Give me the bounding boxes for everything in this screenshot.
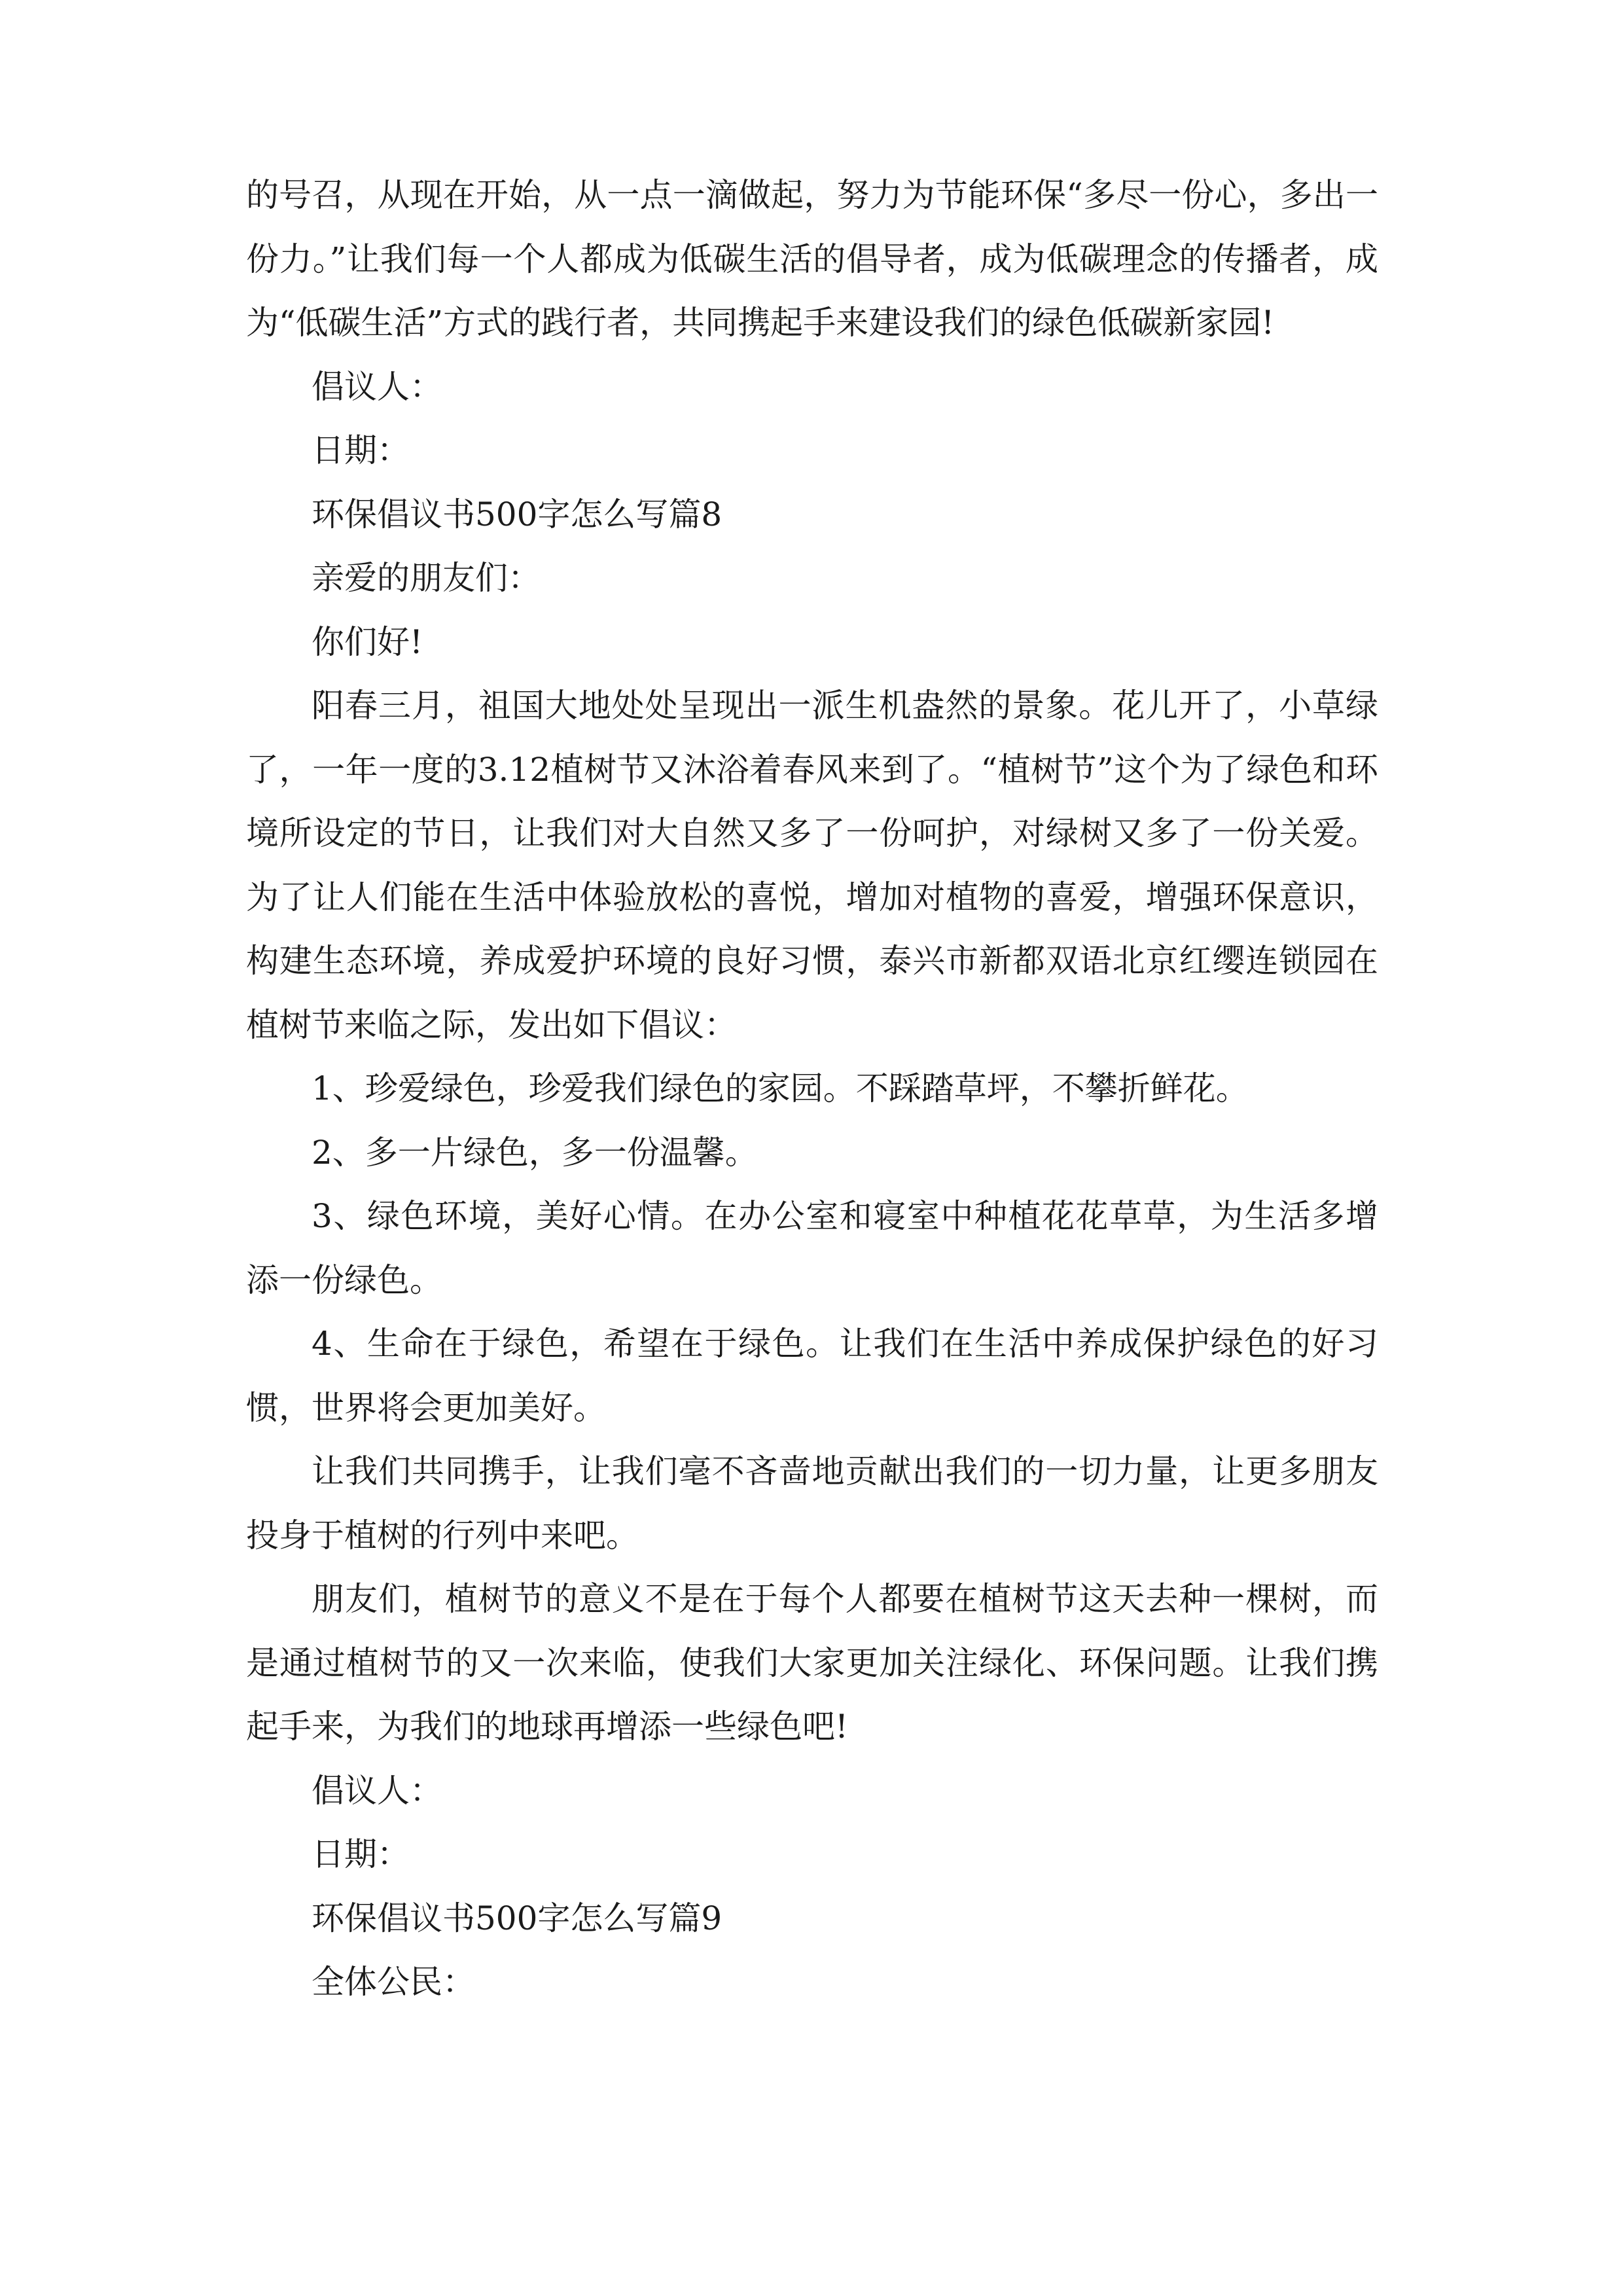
- paragraph-call-to-action: 让我们共同携手，让我们毫不吝啬地贡献出我们的一切力量，让更多朋友投身于植树的行列中来吧。: [246, 1452, 1378, 1554]
- greeting: 你们好!: [312, 622, 423, 661]
- salutation: 亲爱的朋友们：: [312, 559, 541, 597]
- proposer-label: 倡议人：: [312, 1771, 442, 1810]
- salutation: 全体公民：: [312, 1963, 475, 2001]
- list-item-3: 3、绿色环境，美好心情。在办公室和寝室中种植花花草草，为生活多增添一份绿色。: [246, 1197, 1378, 1299]
- paragraph-continuation: 的号召，从现在开始，从一点一滴做起，努力为节能环保“多尽一份心，多出一份力。”让我们每一个人都成为低碳生活的倡导者，成为低碳理念的传播者，成为“低碳生活”方式的践行者，共同携起手来建设我们的绿色低碳新家园!: [246, 176, 1378, 342]
- proposer-label: 倡议人：: [312, 367, 442, 406]
- paragraph-intro: 阳春三月，祖国大地处处呈现出一派生机盎然的景象。花儿开了，小草绿了，一年一度的3.12植树节又沐浴着春风来到了。“植树节”这个为了绿色和环境所设定的节日，让我们对大自然又多了一份呵护，对绿树又多了一份关爱。为了让人们能在生活中体验放松的喜悦，增加对植物的喜爱，增强环保意识，构建生态环境，养成爱护环境的良好习惯，泰兴市新都双语北京红缨连锁园在植树节来临之际，发出如下倡议：: [246, 687, 1378, 1044]
- list-item-2: 2、多一片绿色，多一份温馨。: [312, 1133, 758, 1172]
- date-label: 日期：: [312, 1835, 410, 1873]
- list-item-4: 4、生命在于绿色，希望在于绿色。让我们在生活中养成保护绿色的好习惯，世界将会更加美好。: [246, 1325, 1378, 1427]
- date-label: 日期：: [312, 431, 410, 469]
- paragraph-closing: 朋友们，植树节的意义不是在于每个人都要在植树节这天去种一棵树，而是通过植树节的又一次来临，使我们大家更加关注绿化、环保问题。让我们携起手来，为我们的地球再增添一些绿色吧!: [246, 1580, 1378, 1746]
- section-heading-9: 环保倡议书500字怎么写篇9: [312, 1899, 722, 1937]
- section-heading-8: 环保倡议书500字怎么写篇8: [312, 495, 722, 533]
- document-body: [246, 164, 1378, 2015]
- list-item-1: 1、珍爱绿色，珍爱我们绿色的家园。不踩踏草坪，不攀折鲜花。: [312, 1069, 1249, 1107]
